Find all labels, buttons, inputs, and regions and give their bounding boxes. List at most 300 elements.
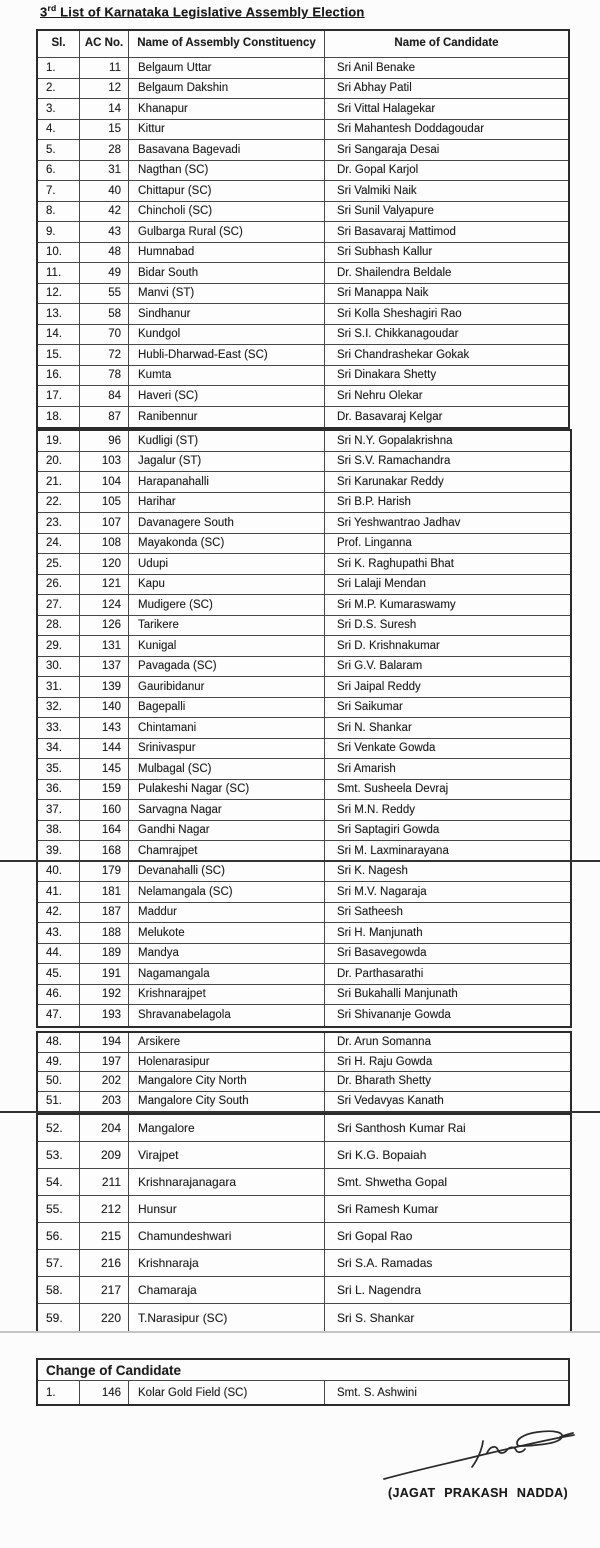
- ac-no-cell: 216: [80, 1250, 129, 1276]
- constituency-cell: Mandya: [129, 944, 325, 964]
- constituency-cell: Davanagere South: [129, 513, 325, 533]
- sl-cell: 13.: [38, 304, 80, 324]
- sl-cell: 45.: [38, 964, 80, 984]
- table-row: [38, 1005, 570, 1026]
- table-row: [38, 841, 570, 862]
- constituency-cell: Mulbagal (SC): [129, 759, 325, 779]
- sl-cell: 25.: [38, 554, 80, 574]
- candidate-cell: Dr. Bharath Shetty: [337, 1075, 431, 1088]
- sl-cell: 37.: [38, 800, 80, 820]
- sl-cell: 7.: [38, 181, 80, 201]
- ac-no-cell: 188: [80, 923, 129, 943]
- title-number: 3: [40, 4, 48, 20]
- ac-no-cell: 58: [80, 304, 129, 324]
- constituency-cell: Arsikere: [129, 1033, 325, 1052]
- ac-no-cell: 43: [80, 222, 129, 242]
- sl-cell: 54.: [38, 1169, 80, 1195]
- candidate-table-section-4: [36, 1113, 572, 1333]
- candidate-cell: Dr. Gopal Karjol: [337, 164, 419, 177]
- candidate-cell: Sri Manappa Naik: [337, 287, 429, 300]
- constituency-cell: Pulakeshi Nagar (SC): [129, 780, 325, 800]
- candidate-cell: Sri Subhash Kallur: [337, 246, 433, 259]
- page-title: [40, 3, 365, 19]
- sl-cell: 52.: [38, 1115, 80, 1141]
- sl-cell: 53.: [38, 1142, 80, 1168]
- ac-no-cell: 11: [80, 58, 129, 78]
- ac-no-cell: 42: [80, 202, 129, 222]
- ac-no-cell: 40: [80, 181, 129, 201]
- sl-cell: 2.: [38, 79, 80, 99]
- sl-cell: 32.: [38, 698, 80, 718]
- table-row: [38, 1169, 570, 1196]
- sl-cell: 6.: [38, 161, 80, 181]
- sl-cell: 23.: [38, 513, 80, 533]
- sl-cell: 4.: [38, 120, 80, 140]
- title-text: List of Karnataka Legislative Assembly Election: [56, 4, 365, 20]
- candidate-table-section-2: [36, 429, 572, 1028]
- table-row: [38, 120, 568, 141]
- sl-cell: 42.: [38, 903, 80, 923]
- candidate-cell: Smt. S. Ashwini: [337, 1386, 417, 1399]
- sl-cell: 56.: [38, 1223, 80, 1249]
- table-row: [38, 513, 570, 534]
- table-row: [38, 821, 570, 842]
- table-row: [38, 616, 570, 637]
- constituency-cell: Haveri (SC): [129, 386, 325, 406]
- ac-no-cell: 96: [80, 431, 129, 451]
- constituency-cell: Nelamangala (SC): [129, 882, 325, 902]
- candidate-cell: Sri Santhosh Kumar Rai: [337, 1121, 466, 1135]
- candidate-cell: Sri N. Shankar: [337, 721, 412, 734]
- table-row: [38, 161, 568, 182]
- sl-cell: 48.: [38, 1033, 80, 1052]
- constituency-cell: Harihar: [129, 493, 325, 513]
- sl-cell: 55.: [38, 1196, 80, 1222]
- candidate-cell: Sri Ramesh Kumar: [337, 1202, 439, 1216]
- constituency-cell: Jagalur (ST): [129, 452, 325, 472]
- sl-cell: 20.: [38, 452, 80, 472]
- table-row: [38, 595, 570, 616]
- ac-no-cell: 108: [80, 534, 129, 554]
- ac-no-cell: 84: [80, 386, 129, 406]
- table-row: [38, 677, 570, 698]
- constituency-cell: Manvi (ST): [129, 284, 325, 304]
- candidate-cell: Dr. Basavaraj Kelgar: [337, 410, 443, 423]
- table-row: [38, 79, 568, 100]
- candidate-cell: Sri S. Shankar: [337, 1310, 415, 1325]
- sl-cell: 33.: [38, 718, 80, 738]
- constituency-cell: Melukote: [129, 923, 325, 943]
- ac-no-cell: 87: [80, 407, 129, 428]
- candidate-cell: Sri H. Raju Gowda: [337, 1055, 433, 1068]
- candidate-cell: Sri H. Manjunath: [337, 926, 423, 939]
- constituency-cell: Belgaum Dakshin: [129, 79, 325, 99]
- title-ordinal: rd: [47, 3, 57, 13]
- ac-no-cell: 107: [80, 513, 129, 533]
- ac-no-cell: 145: [80, 759, 129, 779]
- candidate-cell: Sri Bukahalli Manjunath: [337, 988, 458, 1001]
- constituency-cell: Chamaraja: [129, 1277, 325, 1303]
- constituency-cell: Belgaum Uttar: [129, 58, 325, 78]
- candidate-cell: Sri Dinakara Shetty: [337, 369, 437, 382]
- constituency-cell: Basavana Bagevadi: [129, 140, 325, 160]
- constituency-cell: Kunigal: [129, 636, 325, 656]
- table-row: [38, 554, 570, 575]
- ac-no-cell: 217: [80, 1277, 129, 1303]
- ac-no-cell: 104: [80, 472, 129, 492]
- candidate-cell: Sri Nehru Olekar: [337, 389, 423, 402]
- sl-cell: 5.: [38, 140, 80, 160]
- constituency-cell: Maddur: [129, 903, 325, 923]
- signature-scribble: [378, 1422, 578, 1484]
- table-row: [38, 657, 570, 678]
- sl-cell: 10.: [38, 243, 80, 263]
- ac-no-cell: 160: [80, 800, 129, 820]
- ac-no-cell: 105: [80, 493, 129, 513]
- signatory-name: (JAGAT PRAKASH NADDA): [388, 1486, 568, 1500]
- constituency-cell: Kumta: [129, 366, 325, 386]
- candidate-cell: Sri B.P. Harish: [337, 496, 411, 509]
- candidate-cell: Sri D. Krishnakumar: [337, 639, 440, 652]
- candidate-cell: Sri Abhay Patil: [337, 82, 412, 95]
- table-row: [38, 1304, 570, 1331]
- table-row: [38, 780, 570, 801]
- sl-cell: 17.: [38, 386, 80, 406]
- constituency-cell: Virajpet: [129, 1142, 325, 1168]
- ac-no-cell: 15: [80, 120, 129, 140]
- table-row: [38, 243, 568, 264]
- candidate-cell: Sri Yeshwantrao Jadhav: [337, 516, 461, 529]
- ac-no-cell: 181: [80, 882, 129, 902]
- candidate-table-section-3: [36, 1031, 572, 1113]
- ac-no-cell: 211: [80, 1169, 129, 1195]
- header-candidate: Name of Candidate: [394, 37, 499, 50]
- constituency-cell: Ranibennur: [129, 407, 325, 428]
- constituency-cell: Kolar Gold Field (SC): [129, 1381, 325, 1404]
- constituency-cell: Hubli-Dharwad-East (SC): [129, 345, 325, 365]
- sl-cell: 8.: [38, 202, 80, 222]
- candidate-cell: Sri Shivananje Gowda: [337, 1009, 451, 1022]
- sl-cell: 15.: [38, 345, 80, 365]
- table-row: [38, 1223, 570, 1250]
- candidate-cell: Sri Mahantesh Doddagoudar: [337, 123, 485, 136]
- sl-cell: 49.: [38, 1053, 80, 1072]
- constituency-cell: Chamundeshwari: [129, 1223, 325, 1249]
- sl-cell: 28.: [38, 616, 80, 636]
- rows-19-47: [38, 431, 570, 1026]
- table-row: [38, 140, 568, 161]
- constituency-cell: Harapanahalli: [129, 472, 325, 492]
- candidate-cell: Sri Jaipal Reddy: [337, 680, 421, 693]
- table-row: [38, 407, 568, 428]
- table-row: [38, 862, 570, 883]
- candidate-cell: Sri K. Nagesh: [337, 865, 408, 878]
- table-row: [38, 472, 570, 493]
- ac-no-cell: 103: [80, 452, 129, 472]
- candidate-cell: Sri K. Raghupathi Bhat: [337, 557, 454, 570]
- ac-no-cell: 193: [80, 1005, 129, 1026]
- candidate-cell: Sri Lalaji Mendan: [337, 578, 426, 591]
- constituency-cell: Khanapur: [129, 99, 325, 119]
- candidate-cell: Dr. Parthasarathi: [337, 967, 424, 980]
- constituency-cell: Kudligi (ST): [129, 431, 325, 451]
- constituency-cell: Shravanabelagola: [129, 1005, 325, 1026]
- candidate-cell: Sri Vittal Halagekar: [337, 102, 436, 115]
- candidate-cell: Sri Basavegowda: [337, 947, 427, 960]
- page-break-line: [0, 860, 600, 862]
- sl-cell: 35.: [38, 759, 80, 779]
- constituency-cell: Devanahalli (SC): [129, 862, 325, 882]
- candidate-cell: Sri Venkate Gowda: [337, 742, 436, 755]
- candidate-cell: Sri Amarish: [337, 762, 396, 775]
- ac-no-cell: 203: [80, 1092, 129, 1112]
- candidate-cell: Sri Karunakar Reddy: [337, 475, 444, 488]
- ac-no-cell: 49: [80, 263, 129, 283]
- candidate-cell: Sri S.A. Ramadas: [337, 1256, 433, 1270]
- constituency-cell: T.Narasipur (SC): [129, 1304, 325, 1331]
- table-row: [38, 759, 570, 780]
- ac-no-cell: 189: [80, 944, 129, 964]
- ac-no-cell: 143: [80, 718, 129, 738]
- constituency-cell: Humnabad: [129, 243, 325, 263]
- sl-cell: 26.: [38, 575, 80, 595]
- constituency-cell: Nagthan (SC): [129, 161, 325, 181]
- sl-cell: 31.: [38, 677, 80, 697]
- sl-cell: 59.: [38, 1304, 80, 1331]
- table-row: [38, 1277, 570, 1304]
- change-rows: [38, 1381, 568, 1404]
- constituency-cell: Krishnarajanagara: [129, 1169, 325, 1195]
- ac-no-cell: 212: [80, 1196, 129, 1222]
- sl-cell: 39.: [38, 841, 80, 861]
- rows-48-51: [38, 1033, 570, 1111]
- sl-cell: 18.: [38, 407, 80, 428]
- constituency-cell: Hunsur: [129, 1196, 325, 1222]
- constituency-cell: Mangalore: [129, 1115, 325, 1141]
- sl-cell: 16.: [38, 366, 80, 386]
- ac-no-cell: 209: [80, 1142, 129, 1168]
- constituency-cell: Srinivaspur: [129, 739, 325, 759]
- table-row: [38, 345, 568, 366]
- table-row: [38, 903, 570, 924]
- table-row: [38, 1033, 570, 1053]
- ac-no-cell: 192: [80, 985, 129, 1005]
- table-row: [38, 534, 570, 555]
- sl-cell: 1.: [38, 58, 80, 78]
- candidate-cell: Sri L. Nagendra: [337, 1283, 422, 1297]
- constituency-cell: Sindhanur: [129, 304, 325, 324]
- ac-no-cell: 131: [80, 636, 129, 656]
- table-row: [38, 1092, 570, 1112]
- constituency-cell: Bidar South: [129, 263, 325, 283]
- ac-no-cell: 179: [80, 862, 129, 882]
- candidate-cell: Sri M.N. Reddy: [337, 803, 415, 816]
- candidate-cell: Sri Chandrashekar Gokak: [337, 348, 470, 361]
- table-row: [38, 452, 570, 473]
- header-sl: Sl.: [38, 31, 80, 57]
- ac-no-cell: 164: [80, 821, 129, 841]
- constituency-cell: Chittapur (SC): [129, 181, 325, 201]
- header-ac-no: AC No.: [80, 31, 129, 57]
- page-break-line-faint: [0, 1331, 600, 1333]
- candidate-cell: Prof. Linganna: [337, 537, 412, 550]
- table-row: [38, 1142, 570, 1169]
- candidate-cell: Dr. Arun Somanna: [337, 1036, 431, 1049]
- ac-no-cell: 28: [80, 140, 129, 160]
- constituency-cell: Nagamangala: [129, 964, 325, 984]
- table-row: [38, 800, 570, 821]
- ac-no-cell: 121: [80, 575, 129, 595]
- constituency-cell: Kittur: [129, 120, 325, 140]
- sl-cell: 19.: [38, 431, 80, 451]
- ac-no-cell: 31: [80, 161, 129, 181]
- ac-no-cell: 139: [80, 677, 129, 697]
- ac-no-cell: 144: [80, 739, 129, 759]
- table-row: [38, 181, 568, 202]
- ac-no-cell: 124: [80, 595, 129, 615]
- ac-no-cell: 120: [80, 554, 129, 574]
- sl-cell: 29.: [38, 636, 80, 656]
- table-row: [38, 1115, 570, 1142]
- sl-cell: 36.: [38, 780, 80, 800]
- constituency-cell: Pavagada (SC): [129, 657, 325, 677]
- candidate-cell: Sri Valmiki Naik: [337, 184, 417, 197]
- ac-no-cell: 168: [80, 841, 129, 861]
- change-of-candidate-table: [36, 1358, 570, 1406]
- sl-cell: 58.: [38, 1277, 80, 1303]
- constituency-cell: Gauribidanur: [129, 677, 325, 697]
- table-row: [38, 923, 570, 944]
- ac-no-cell: 159: [80, 780, 129, 800]
- ac-no-cell: 146: [80, 1381, 129, 1404]
- table-row: [38, 284, 568, 305]
- sl-cell: 46.: [38, 985, 80, 1005]
- ac-no-cell: 14: [80, 99, 129, 119]
- table-row: [38, 1072, 570, 1092]
- table-row: [38, 1250, 570, 1277]
- constituency-cell: Chincholi (SC): [129, 202, 325, 222]
- candidate-cell: Sri Anil Benake: [337, 61, 415, 74]
- table-row: [38, 718, 570, 739]
- ac-no-cell: 140: [80, 698, 129, 718]
- constituency-cell: Gulbarga Rural (SC): [129, 222, 325, 242]
- constituency-cell: Mudigere (SC): [129, 595, 325, 615]
- table-row: [38, 431, 570, 452]
- sl-cell: 27.: [38, 595, 80, 615]
- sl-cell: 43.: [38, 923, 80, 943]
- table-row: [38, 575, 570, 596]
- rows-52-59: [38, 1115, 570, 1331]
- candidate-cell: Sri M. Laxminarayana: [337, 844, 449, 857]
- candidate-cell: Sri Satheesh: [337, 906, 403, 919]
- candidate-cell: Sri Gopal Rao: [337, 1229, 413, 1243]
- constituency-cell: Tarikere: [129, 616, 325, 636]
- candidate-cell: Sri Sunil Valyapure: [337, 205, 434, 218]
- ac-no-cell: 78: [80, 366, 129, 386]
- candidate-table-section-1: [36, 29, 570, 429]
- candidate-cell: Sri N.Y. Gopalakrishna: [337, 434, 453, 447]
- sl-cell: 21.: [38, 472, 80, 492]
- table-row: [38, 1196, 570, 1223]
- table-row: [38, 386, 568, 407]
- ac-no-cell: 204: [80, 1115, 129, 1141]
- constituency-cell: Mangalore City North: [129, 1072, 325, 1091]
- constituency-cell: Bagepalli: [129, 698, 325, 718]
- candidate-cell: Sri G.V. Balaram: [337, 660, 423, 673]
- ac-no-cell: 194: [80, 1033, 129, 1052]
- table-row: [38, 739, 570, 760]
- constituency-cell: Holenarasipur: [129, 1053, 325, 1072]
- sl-cell: 50.: [38, 1072, 80, 1091]
- table-row: [38, 882, 570, 903]
- ac-no-cell: 197: [80, 1053, 129, 1072]
- sl-cell: 11.: [38, 263, 80, 283]
- sl-cell: 9.: [38, 222, 80, 242]
- ac-no-cell: 48: [80, 243, 129, 263]
- ac-no-cell: 137: [80, 657, 129, 677]
- constituency-cell: Udupi: [129, 554, 325, 574]
- ac-no-cell: 215: [80, 1223, 129, 1249]
- sl-cell: 3.: [38, 99, 80, 119]
- sl-cell: 22.: [38, 493, 80, 513]
- table-row: [38, 964, 570, 985]
- constituency-cell: Chamrajpet: [129, 841, 325, 861]
- constituency-cell: Mayakonda (SC): [129, 534, 325, 554]
- sl-cell: 51.: [38, 1092, 80, 1112]
- sl-cell: 14.: [38, 325, 80, 345]
- candidate-cell: Sri Vedavyas Kanath: [337, 1095, 444, 1108]
- constituency-cell: Chintamani: [129, 718, 325, 738]
- table-row: [38, 985, 570, 1006]
- ac-no-cell: 187: [80, 903, 129, 923]
- candidate-cell: Sri Sangaraja Desai: [337, 143, 440, 156]
- constituency-cell: Sarvagna Nagar: [129, 800, 325, 820]
- table-header-row: [38, 31, 568, 58]
- table-row: [38, 99, 568, 120]
- candidate-cell: Dr. Shailendra Beldale: [337, 266, 452, 279]
- table-row: [38, 58, 568, 79]
- candidate-cell: Sri Saikumar: [337, 701, 403, 714]
- sl-cell: 12.: [38, 284, 80, 304]
- table-row: [38, 698, 570, 719]
- table-row: [38, 263, 568, 284]
- sl-cell: 57.: [38, 1250, 80, 1276]
- ac-no-cell: 191: [80, 964, 129, 984]
- ac-no-cell: 12: [80, 79, 129, 99]
- candidate-cell: Smt. Susheela Devraj: [337, 783, 449, 796]
- sl-cell: 1.: [38, 1381, 80, 1404]
- change-of-candidate-heading: Change of Candidate: [38, 1360, 568, 1381]
- candidate-cell: Sri Basavaraj Mattimod: [337, 225, 456, 238]
- ac-no-cell: 220: [80, 1304, 129, 1331]
- ac-no-cell: 202: [80, 1072, 129, 1091]
- header-constituency: Name of Assembly Constituency: [129, 31, 325, 57]
- candidate-cell: Sri S.I. Chikkanagoudar: [337, 328, 459, 341]
- sl-cell: 24.: [38, 534, 80, 554]
- candidate-cell: Sri S.V. Ramachandra: [337, 455, 451, 468]
- sl-cell: 47.: [38, 1005, 80, 1026]
- table-row: [38, 493, 570, 514]
- table-row: [38, 1053, 570, 1073]
- table-row: [38, 366, 568, 387]
- table-row: [38, 944, 570, 965]
- table-row: [38, 636, 570, 657]
- constituency-cell: Kapu: [129, 575, 325, 595]
- ac-no-cell: 70: [80, 325, 129, 345]
- sl-cell: 38.: [38, 821, 80, 841]
- sl-cell: 34.: [38, 739, 80, 759]
- constituency-cell: Krishnarajpet: [129, 985, 325, 1005]
